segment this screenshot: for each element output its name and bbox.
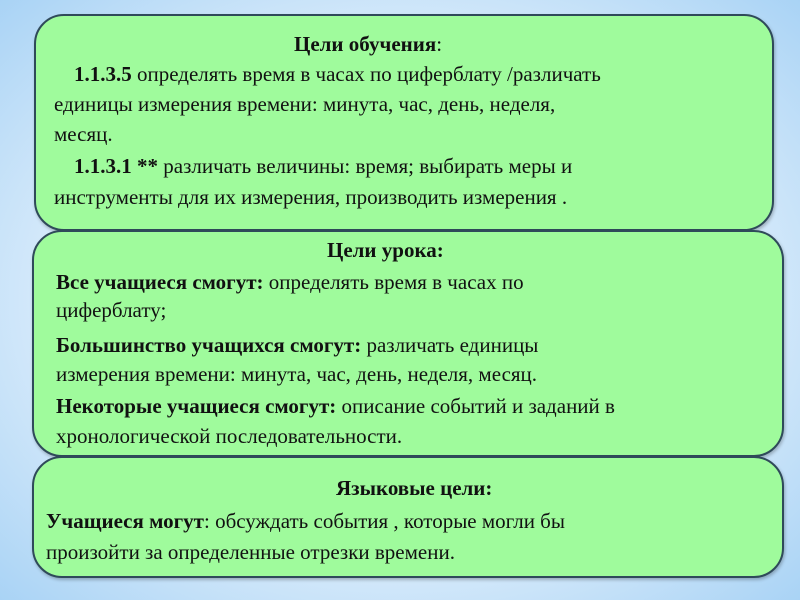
- all-students-line2: циферблату;: [56, 298, 167, 322]
- language-goals-title: Языковые цели:: [336, 476, 493, 500]
- most-students: Большинство учащихся смогут: различать единицы: [56, 333, 539, 357]
- some-students: Некоторые учащиеся смогут: описание событий и заданий в: [56, 394, 615, 418]
- goal-2-line2: инструменты для их измерения, производить измерения .: [54, 185, 568, 209]
- lesson-goals-box: [32, 230, 784, 457]
- language-goal: Учащиеся могут: обсуждать события , которые могли бы: [46, 509, 565, 533]
- some-students-line2: хронологической последовательности.: [56, 424, 403, 448]
- goal-1: 1.1.3.5 определять время в часах по циферблату /различать: [74, 62, 601, 86]
- goal-1-line2: единицы измерения времени: минута, час, день, неделя,: [54, 92, 556, 116]
- goal-1-line3: месяц.: [54, 122, 113, 146]
- all-students: Все учащиеся смогут: определять время в часах по: [56, 270, 524, 294]
- learning-goals-box: [34, 14, 774, 231]
- most-students-line2: измерения времени: минута, час, день, неделя, месяц.: [56, 362, 538, 386]
- language-goals-box: [32, 456, 784, 578]
- language-goal-line2: произойти за определенные отрезки времени.: [46, 540, 455, 564]
- lesson-goals-title: Цели урока:: [327, 238, 444, 262]
- goal-2: 1.1.3.1 ** различать величины: время; выбирать меры и: [74, 154, 573, 178]
- learning-goals-title: Цели обучения:: [294, 32, 443, 56]
